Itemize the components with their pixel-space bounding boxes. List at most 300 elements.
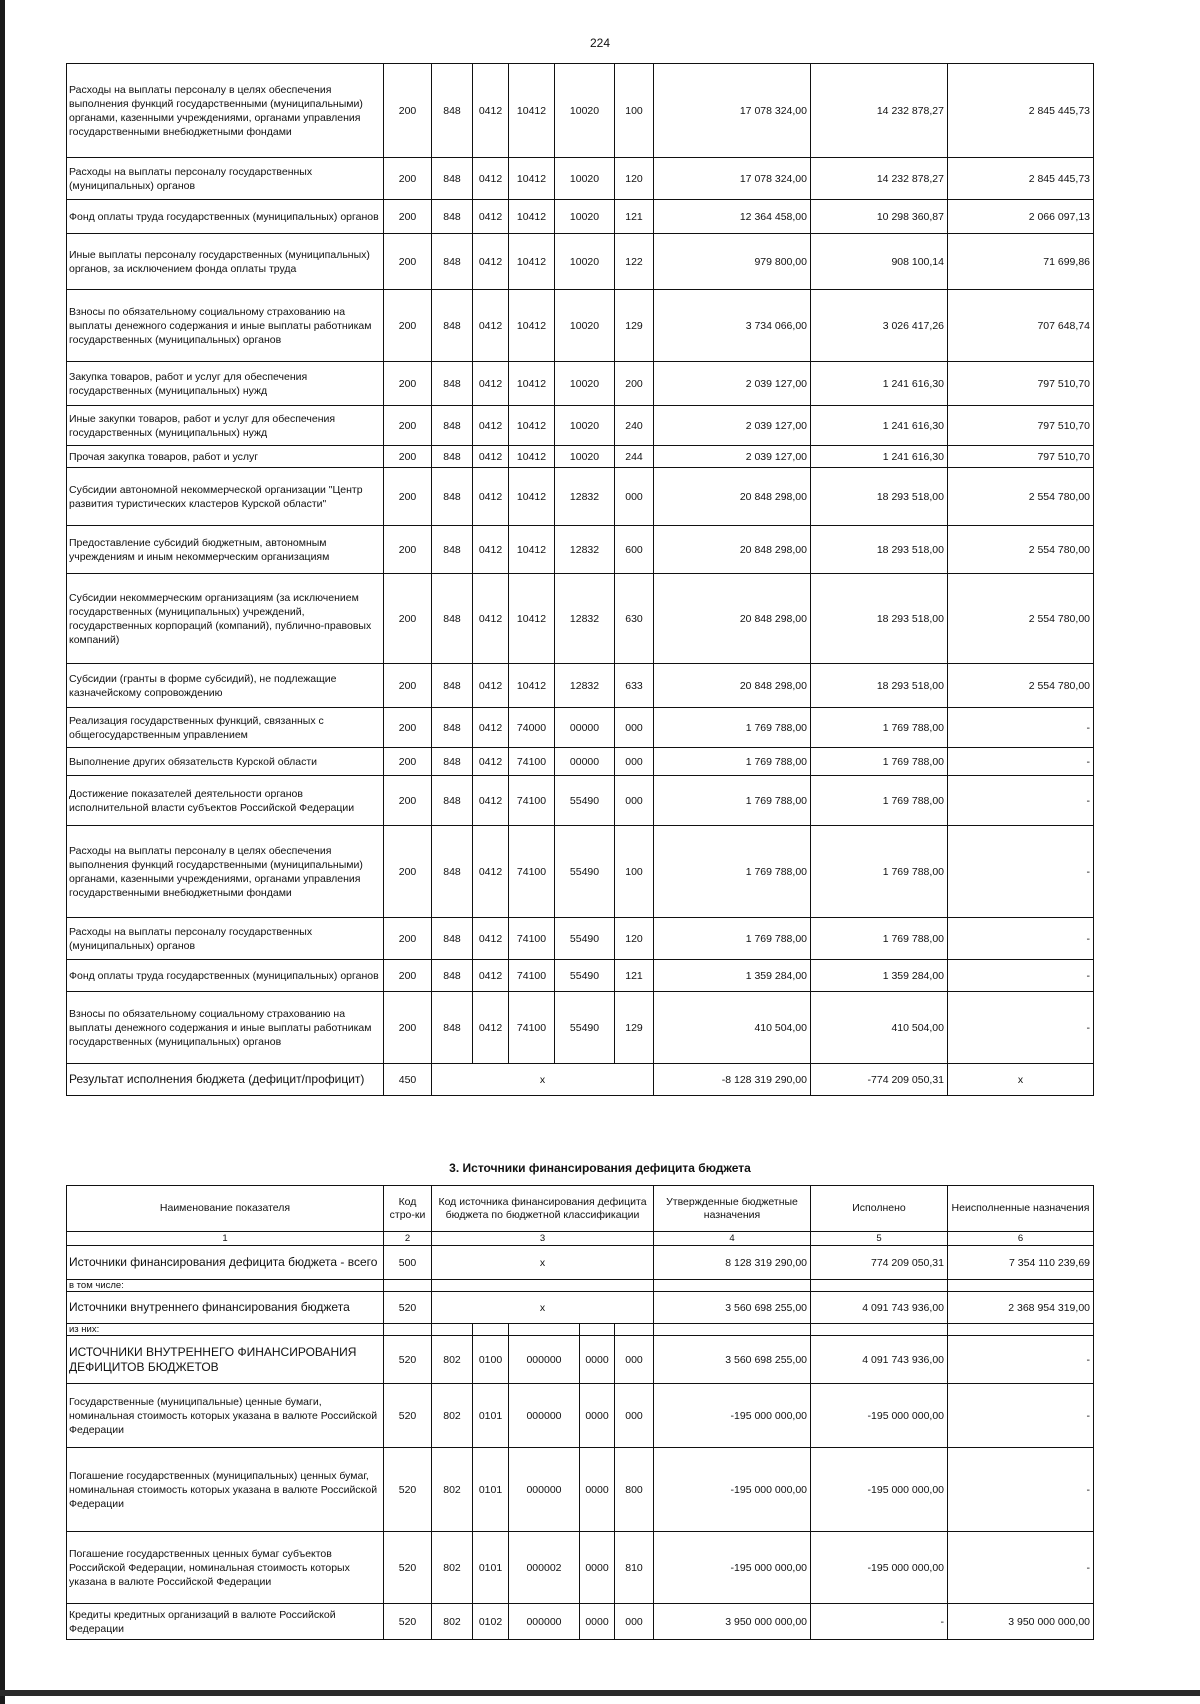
row-kod: 520 <box>384 1532 432 1604</box>
row-code-admin: 848 <box>432 960 473 992</box>
row-kod: 200 <box>384 362 432 406</box>
row-code-admin: 848 <box>432 748 473 776</box>
row-code-item: 55490 <box>555 776 615 826</box>
table-row <box>67 1336 1094 1384</box>
table-row <box>67 992 1094 1064</box>
row-code-type: 129 <box>615 290 654 362</box>
row-code-item: 10020 <box>555 200 615 234</box>
row-name: Фонд оплаты труда государственных (муниципальных) органов <box>67 200 384 234</box>
row-approved: 1 769 788,00 <box>654 708 811 748</box>
total-row <box>67 1246 1094 1280</box>
row-code-item: 0000 <box>580 1604 615 1640</box>
row-code-target: 10412 <box>509 574 555 664</box>
row-code-target: 74100 <box>509 826 555 918</box>
row-code-section: 0412 <box>473 776 509 826</box>
row-kod: 200 <box>384 406 432 446</box>
row-code-target: 10412 <box>509 526 555 574</box>
row-code-section: 0412 <box>473 234 509 290</box>
row-name: Взносы по обязательному социальному страхованию на выплаты денежного содержания и иные выплаты работникам государственных (муниципальных) органов <box>67 290 384 362</box>
row-executed: 10 298 360,87 <box>811 200 948 234</box>
row-code-target: 74100 <box>509 992 555 1064</box>
row-code-target: 74100 <box>509 918 555 960</box>
header-executed: Исполнено <box>811 1186 948 1232</box>
row-unexecuted: 7 354 110 239,69 <box>948 1246 1094 1280</box>
in-that-label: в том числе: <box>67 1280 384 1292</box>
row-name: Взносы по обязательному социальному страхованию на выплаты денежного содержания и иные выплаты работникам государственных (муниципальных) органов <box>67 992 384 1064</box>
row-name: Расходы на выплаты персоналу в целях обеспечения выполнения функций государственными (муниципальными) органами, казенными учреждениями, органами управления государственными внебюджетными фондами <box>67 64 384 158</box>
row-code-type: 600 <box>615 526 654 574</box>
scan-edge-left <box>0 0 5 1704</box>
row-code-section: 0412 <box>473 468 509 526</box>
row-unexecuted: 797 510,70 <box>948 446 1094 468</box>
empty-cell <box>811 1280 948 1292</box>
row-code-type: 000 <box>615 1604 654 1640</box>
row-approved: 3 560 698 255,00 <box>654 1292 811 1324</box>
row-kod: 520 <box>384 1384 432 1448</box>
row-code-type: 630 <box>615 574 654 664</box>
table-row <box>67 468 1094 526</box>
row-code-section: 0412 <box>473 406 509 446</box>
row-kod: 520 <box>384 1292 432 1324</box>
row-kod: 450 <box>384 1064 432 1096</box>
col-number: 2 <box>384 1232 432 1246</box>
scan-edge-bottom <box>0 1690 1200 1696</box>
row-approved: 20 848 298,00 <box>654 526 811 574</box>
row-code-type: 120 <box>615 158 654 200</box>
row-approved: 2 039 127,00 <box>654 362 811 406</box>
row-unexecuted: - <box>948 1336 1094 1384</box>
row-unexecuted: 3 950 000 000,00 <box>948 1604 1094 1640</box>
row-name: Реализация государственных функций, связанных с общегосударственным управлением <box>67 708 384 748</box>
row-unexecuted: 707 648,74 <box>948 290 1094 362</box>
row-executed: -195 000 000,00 <box>811 1384 948 1448</box>
row-code-item: 0000 <box>580 1384 615 1448</box>
row-approved: -8 128 319 290,00 <box>654 1064 811 1096</box>
table-row <box>67 1448 1094 1532</box>
row-code-section: 0412 <box>473 446 509 468</box>
table-row <box>67 708 1094 748</box>
row-code-section: 0412 <box>473 960 509 992</box>
row-code-admin: 848 <box>432 446 473 468</box>
row-executed: 908 100,14 <box>811 234 948 290</box>
row-approved: 17 078 324,00 <box>654 158 811 200</box>
row-code-item: 0000 <box>580 1532 615 1604</box>
row-code-type: 100 <box>615 64 654 158</box>
row-executed: 1 241 616,30 <box>811 446 948 468</box>
row-code-type: 244 <box>615 446 654 468</box>
row-approved: 1 769 788,00 <box>654 826 811 918</box>
row-executed: 1 241 616,30 <box>811 406 948 446</box>
section-title: 3. Источники финансирования дефицита бюджета <box>449 1161 751 1175</box>
row-code-item: 00000 <box>555 748 615 776</box>
table-row <box>67 446 1094 468</box>
empty-cell <box>948 1324 1094 1336</box>
row-x: x <box>432 1064 654 1096</box>
row-code-admin: 848 <box>432 776 473 826</box>
row-code-section: 0412 <box>473 290 509 362</box>
row-unexecuted: 2 554 780,00 <box>948 468 1094 526</box>
header-row <box>67 1186 1094 1232</box>
row-code-admin: 802 <box>432 1532 473 1604</box>
row-code-target: 74100 <box>509 960 555 992</box>
in-that-row <box>67 1280 1094 1292</box>
row-code-admin: 848 <box>432 574 473 664</box>
row-kod: 200 <box>384 826 432 918</box>
expenses-table <box>66 63 1094 1096</box>
table-row <box>67 1532 1094 1604</box>
table-row <box>67 362 1094 406</box>
empty-cell <box>509 1324 580 1336</box>
row-approved: 3 560 698 255,00 <box>654 1336 811 1384</box>
row-kod: 200 <box>384 468 432 526</box>
row-code-admin: 802 <box>432 1384 473 1448</box>
row-executed: 18 293 518,00 <box>811 468 948 526</box>
row-approved: 20 848 298,00 <box>654 574 811 664</box>
header-unexecuted: Неисполненные назначения <box>948 1186 1094 1232</box>
row-unexecuted: x <box>948 1064 1094 1096</box>
row-code-admin: 848 <box>432 992 473 1064</box>
row-code-section: 0100 <box>473 1336 509 1384</box>
row-code-item: 10020 <box>555 64 615 158</box>
row-kod: 200 <box>384 446 432 468</box>
row-code-admin: 848 <box>432 158 473 200</box>
row-code-type: 000 <box>615 708 654 748</box>
row-unexecuted: - <box>948 748 1094 776</box>
row-name: Прочая закупка товаров, работ и услуг <box>67 446 384 468</box>
row-code-admin: 848 <box>432 406 473 446</box>
row-unexecuted: 2 554 780,00 <box>948 526 1094 574</box>
row-kod: 200 <box>384 748 432 776</box>
empty-cell <box>432 1280 654 1292</box>
empty-cell <box>654 1324 811 1336</box>
row-approved: -195 000 000,00 <box>654 1532 811 1604</box>
row-code-admin: 802 <box>432 1448 473 1532</box>
table-row <box>67 1384 1094 1448</box>
row-code-section: 0101 <box>473 1532 509 1604</box>
of-them-row <box>67 1324 1094 1336</box>
row-code-target: 000002 <box>509 1532 580 1604</box>
row-code-target: 000000 <box>509 1336 580 1384</box>
row-kod: 200 <box>384 574 432 664</box>
empty-cell <box>615 1324 654 1336</box>
empty-cell <box>432 1324 473 1336</box>
row-unexecuted: - <box>948 918 1094 960</box>
row-executed: - <box>811 1604 948 1640</box>
row-code-type: 000 <box>615 776 654 826</box>
empty-cell <box>654 1280 811 1292</box>
col-number: 6 <box>948 1232 1094 1246</box>
row-code-section: 0101 <box>473 1448 509 1532</box>
row-approved: 410 504,00 <box>654 992 811 1064</box>
row-code-target: 74100 <box>509 748 555 776</box>
row-unexecuted: 2 368 954 319,00 <box>948 1292 1094 1324</box>
row-code-type: 000 <box>615 1336 654 1384</box>
row-code-section: 0412 <box>473 826 509 918</box>
row-approved: 20 848 298,00 <box>654 664 811 708</box>
row-code-admin: 848 <box>432 200 473 234</box>
row-kod: 200 <box>384 158 432 200</box>
row-code-type: 121 <box>615 960 654 992</box>
row-code-admin: 848 <box>432 918 473 960</box>
empty-cell <box>384 1280 432 1292</box>
row-executed: 774 209 050,31 <box>811 1246 948 1280</box>
row-code-section: 0412 <box>473 200 509 234</box>
row-code-type: 122 <box>615 234 654 290</box>
col-number: 5 <box>811 1232 948 1246</box>
row-code-admin: 802 <box>432 1604 473 1640</box>
row-approved: 12 364 458,00 <box>654 200 811 234</box>
row-name: Предоставление субсидий бюджетным, автономным учреждениям и иным некоммерческим организациям <box>67 526 384 574</box>
row-code-target: 10412 <box>509 290 555 362</box>
row-code-item: 10020 <box>555 406 615 446</box>
table-row <box>67 960 1094 992</box>
header-name: Наименование показателя <box>67 1186 384 1232</box>
column-numbers-row <box>67 1232 1094 1246</box>
row-code-item: 55490 <box>555 960 615 992</box>
row-unexecuted: 797 510,70 <box>948 362 1094 406</box>
row-code-section: 0412 <box>473 992 509 1064</box>
row-kod: 200 <box>384 992 432 1064</box>
row-code-target: 10412 <box>509 446 555 468</box>
row-executed: 1 769 788,00 <box>811 748 948 776</box>
row-approved: -195 000 000,00 <box>654 1384 811 1448</box>
row-code-section: 0412 <box>473 748 509 776</box>
row-code-target: 10412 <box>509 64 555 158</box>
row-executed: 18 293 518,00 <box>811 664 948 708</box>
row-code-type: 633 <box>615 664 654 708</box>
row-code-admin: 848 <box>432 708 473 748</box>
row-kod: 200 <box>384 64 432 158</box>
row-executed: 3 026 417,26 <box>811 290 948 362</box>
row-approved: 8 128 319 290,00 <box>654 1246 811 1280</box>
row-unexecuted: - <box>948 1448 1094 1532</box>
row-unexecuted: - <box>948 992 1094 1064</box>
empty-cell <box>473 1324 509 1336</box>
row-code-target: 000000 <box>509 1604 580 1640</box>
row-code-item: 0000 <box>580 1448 615 1532</box>
row-code-type: 000 <box>615 468 654 526</box>
table-row <box>67 1604 1094 1640</box>
row-name: Источники финансирования дефицита бюджета - всего <box>67 1246 384 1280</box>
empty-cell <box>811 1324 948 1336</box>
row-unexecuted: - <box>948 708 1094 748</box>
row-approved: 1 769 788,00 <box>654 918 811 960</box>
row-kod: 200 <box>384 200 432 234</box>
row-code-target: 10412 <box>509 234 555 290</box>
row-executed: -195 000 000,00 <box>811 1532 948 1604</box>
row-kod: 200 <box>384 234 432 290</box>
row-code-section: 0412 <box>473 362 509 406</box>
row-name: Результат исполнения бюджета (дефицит/профицит) <box>67 1064 384 1096</box>
result-row <box>67 1064 1094 1096</box>
row-name: Государственные (муниципальные) ценные бумаги, номинальная стоимость которых указана в валюте Российской Федерации <box>67 1384 384 1448</box>
table-row <box>67 574 1094 664</box>
row-code-item: 55490 <box>555 826 615 918</box>
row-unexecuted: - <box>948 826 1094 918</box>
row-code-type: 100 <box>615 826 654 918</box>
row-unexecuted: - <box>948 1384 1094 1448</box>
row-code-target: 000000 <box>509 1384 580 1448</box>
row-executed: -195 000 000,00 <box>811 1448 948 1532</box>
row-code-section: 0412 <box>473 526 509 574</box>
row-executed: 14 232 878,27 <box>811 158 948 200</box>
row-code-admin: 848 <box>432 64 473 158</box>
row-code-section: 0412 <box>473 708 509 748</box>
row-code-admin: 848 <box>432 362 473 406</box>
row-x: x <box>432 1246 654 1280</box>
row-code-section: 0412 <box>473 918 509 960</box>
row-name: Иные закупки товаров, работ и услуг для обеспечения государственных (муниципальных) нужд <box>67 406 384 446</box>
row-name: Расходы на выплаты персоналу в целях обеспечения выполнения функций государственными (муниципальными) органами, казенными учреждениями, органами управления государственными внебюджетными фондами <box>67 826 384 918</box>
row-code-item: 10020 <box>555 158 615 200</box>
row-approved: 1 359 284,00 <box>654 960 811 992</box>
row-unexecuted: - <box>948 776 1094 826</box>
row-code-item: 10020 <box>555 290 615 362</box>
table-row <box>67 200 1094 234</box>
row-code-type: 000 <box>615 748 654 776</box>
row-name: Субсидии (гранты в форме субсидий), не подлежащие казначейскому сопровождению <box>67 664 384 708</box>
col-number: 1 <box>67 1232 384 1246</box>
table-row <box>67 826 1094 918</box>
row-code-target: 10412 <box>509 158 555 200</box>
row-approved: 20 848 298,00 <box>654 468 811 526</box>
row-unexecuted: 797 510,70 <box>948 406 1094 446</box>
row-executed: 1 241 616,30 <box>811 362 948 406</box>
row-kod: 520 <box>384 1604 432 1640</box>
deficit-sources-table <box>66 1185 1094 1640</box>
row-executed: 18 293 518,00 <box>811 526 948 574</box>
row-code-target: 10412 <box>509 406 555 446</box>
row-code-type: 129 <box>615 992 654 1064</box>
row-code-item: 12832 <box>555 526 615 574</box>
row-code-admin: 802 <box>432 1336 473 1384</box>
row-approved: 17 078 324,00 <box>654 64 811 158</box>
row-approved: 2 039 127,00 <box>654 446 811 468</box>
header-source-code: Код источника финансирования дефицита бюджета по бюджетной классификации <box>432 1186 654 1232</box>
row-kod: 200 <box>384 776 432 826</box>
row-name: Кредиты кредитных организаций в валюте Российской Федерации <box>67 1604 384 1640</box>
row-code-target: 74000 <box>509 708 555 748</box>
row-code-admin: 848 <box>432 526 473 574</box>
row-code-type: 200 <box>615 362 654 406</box>
row-approved: 1 769 788,00 <box>654 776 811 826</box>
table-row <box>67 406 1094 446</box>
table-row <box>67 158 1094 200</box>
row-executed: 1 769 788,00 <box>811 708 948 748</box>
row-executed: 410 504,00 <box>811 992 948 1064</box>
row-approved: 979 800,00 <box>654 234 811 290</box>
row-kod: 200 <box>384 708 432 748</box>
row-approved: 3 950 000 000,00 <box>654 1604 811 1640</box>
header-approved: Утвержденные бюджетные назначения <box>654 1186 811 1232</box>
row-code-target: 10412 <box>509 200 555 234</box>
row-name: Погашение государственных ценных бумаг субъектов Российской Федерации, номинальная стоимость которых указана в валюте Российской Федерации <box>67 1532 384 1604</box>
row-code-section: 0412 <box>473 574 509 664</box>
row-unexecuted: 2 845 445,73 <box>948 158 1094 200</box>
page-number: 224 <box>589 36 611 50</box>
row-code-type: 240 <box>615 406 654 446</box>
row-code-type: 800 <box>615 1448 654 1532</box>
row-kod: 200 <box>384 960 432 992</box>
row-code-item: 00000 <box>555 708 615 748</box>
row-executed: 1 769 788,00 <box>811 826 948 918</box>
table-row <box>67 776 1094 826</box>
row-unexecuted: 71 699,86 <box>948 234 1094 290</box>
row-code-section: 0101 <box>473 1384 509 1448</box>
row-kod: 200 <box>384 290 432 362</box>
internal-row <box>67 1292 1094 1324</box>
row-kod: 520 <box>384 1336 432 1384</box>
header-kod: Код стро-ки <box>384 1186 432 1232</box>
row-code-type: 000 <box>615 1384 654 1448</box>
row-unexecuted: 2 066 097,13 <box>948 200 1094 234</box>
row-code-target: 000000 <box>509 1448 580 1532</box>
table-row <box>67 64 1094 158</box>
row-name: ИСТОЧНИКИ ВНУТРЕННЕГО ФИНАНСИРОВАНИЯ ДЕФИЦИТОВ БЮДЖЕТОВ <box>67 1336 384 1384</box>
table-row <box>67 918 1094 960</box>
row-kod: 200 <box>384 664 432 708</box>
table-row <box>67 748 1094 776</box>
row-unexecuted: - <box>948 960 1094 992</box>
row-name: Субсидии автономной некоммерческой организации "Центр развития туристических кластеров Курской области" <box>67 468 384 526</box>
row-name: Погашение государственных (муниципальных) ценных бумаг, номинальная стоимость которых указана в валюте Российской Федерации <box>67 1448 384 1532</box>
row-executed: 1 769 788,00 <box>811 918 948 960</box>
row-code-target: 10412 <box>509 664 555 708</box>
row-code-item: 55490 <box>555 992 615 1064</box>
row-approved: 3 734 066,00 <box>654 290 811 362</box>
row-code-item: 12832 <box>555 664 615 708</box>
row-approved: 1 769 788,00 <box>654 748 811 776</box>
row-code-target: 10412 <box>509 468 555 526</box>
row-code-item: 10020 <box>555 446 615 468</box>
row-kod: 200 <box>384 918 432 960</box>
row-kod: 500 <box>384 1246 432 1280</box>
row-code-type: 120 <box>615 918 654 960</box>
row-name: Достижение показателей деятельности органов исполнительной власти субъектов Российской Федерации <box>67 776 384 826</box>
row-code-target: 74100 <box>509 776 555 826</box>
row-executed: -774 209 050,31 <box>811 1064 948 1096</box>
row-code-item: 10020 <box>555 234 615 290</box>
row-unexecuted: 2 554 780,00 <box>948 664 1094 708</box>
row-code-section: 0412 <box>473 664 509 708</box>
row-code-section: 0102 <box>473 1604 509 1640</box>
table-row <box>67 526 1094 574</box>
of-them-label: из них: <box>67 1324 384 1336</box>
row-name: Закупка товаров, работ и услуг для обеспечения государственных (муниципальных) нужд <box>67 362 384 406</box>
row-code-item: 12832 <box>555 468 615 526</box>
empty-cell <box>948 1280 1094 1292</box>
col-number: 4 <box>654 1232 811 1246</box>
table-row <box>67 664 1094 708</box>
row-unexecuted: - <box>948 1532 1094 1604</box>
row-x: x <box>432 1292 654 1324</box>
row-code-type: 810 <box>615 1532 654 1604</box>
row-executed: 4 091 743 936,00 <box>811 1336 948 1384</box>
row-code-target: 10412 <box>509 362 555 406</box>
row-code-item: 0000 <box>580 1336 615 1384</box>
empty-cell <box>384 1324 432 1336</box>
row-code-admin: 848 <box>432 468 473 526</box>
row-unexecuted: 2 845 445,73 <box>948 64 1094 158</box>
row-executed: 14 232 878,27 <box>811 64 948 158</box>
row-approved: 2 039 127,00 <box>654 406 811 446</box>
row-code-section: 0412 <box>473 158 509 200</box>
row-name: Выполнение других обязательств Курской области <box>67 748 384 776</box>
row-name: Субсидии некоммерческим организациям (за исключением государственных (муниципальных) учреждений, государственных корпораций (компаний), публично-правовых компаний) <box>67 574 384 664</box>
row-executed: 18 293 518,00 <box>811 574 948 664</box>
row-name: Иные выплаты персоналу государственных (муниципальных) органов, за исключением фонда оплаты труда <box>67 234 384 290</box>
row-code-admin: 848 <box>432 234 473 290</box>
